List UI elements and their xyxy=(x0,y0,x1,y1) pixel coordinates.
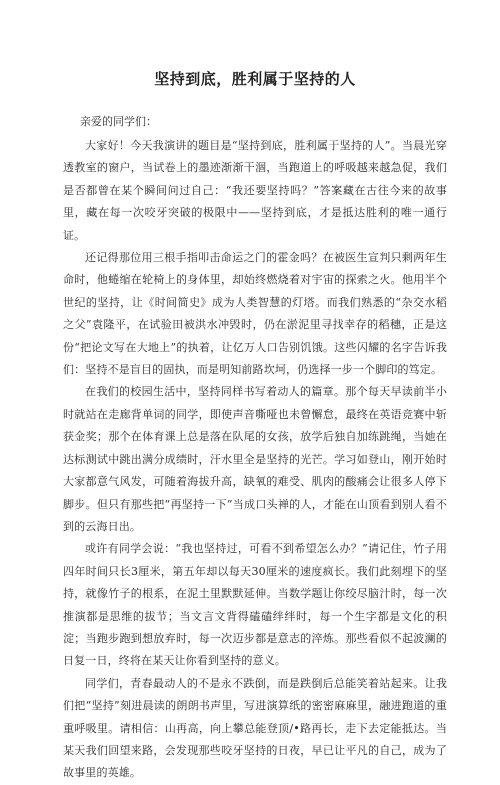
paragraph-5: 同学们，青春最动人的不是永不跌倒，而是跌倒后总能笑着站起来。让我们把“坚持”刻进晨读的朗朗书声里，写进演算纸的密密麻麻里，融进跑道的重重呼吸里。请相信：山再高，向上攀总能登顶/•路再长，走下去定能抵达。当某天我们回望来路，会发现那些咬牙坚持的日夜，早已让平凡的自己，成为了故事里的英雄。 xyxy=(63,676,447,780)
salutation: 亲爱的同学们： xyxy=(80,115,157,128)
paragraph-4: 或许有同学会说：“我也坚持过，可看不到希望怎么办？”请记住，竹子用四年时间只长3厘米，第五年却以每天30厘米的速度疯长。我们此刻埋下的坚持，就像竹子的根系，在泥土里默默延伸。当数学题让你绞尽脑汁时，每一次推演都是思维的拔节；当文言文背得磕磕绊绊时，每一个生字都是文化的积淀；当跑步跑到想放弃时，每一次迈步都是意志的淬炼。那些看似不起波澜的日复一日，终将在某天让你看到坚持的意义。 xyxy=(63,542,447,668)
paragraph-3: 在我们的校园生活中，坚持同样书写着动人的篇章。那个每天早读前半小时就站在走廊背单词的同学，即使声音嘶哑也未曾懈怠，最终在英语竞赛中斩获金奖；那个在体育课上总是落在队尾的女孩，放学后独自加练跳绳，当她在达标测试中跳出满分成绩时，汗水里全是坚持的光芒。学习如登山，刚开始时大家都意气风发，可随着海拔升高，缺氧的难受、肌肉的酸痛会让很多人停下脚步。但只有那些把“再坚持一下”当成口头禅的人，才能在山顶看到别人看不到的云海日出。 xyxy=(63,385,447,533)
paragraph-1: 大家好！今天我演讲的题目是“坚持到底，胜利属于坚持的人”。当晨光穿透教室的窗户，当试卷上的墨迹渐渐干涸，当跑道上的呼吸越来越急促，我们是否都曾在某个瞬间问过自己：“我还要坚持吗？”答案藏在古往今来的故事里，藏在每一次咬牙突破的极限中——坚持到底，才是抵达胜利的唯一通行证。 xyxy=(63,139,447,242)
paragraph-2: 还记得那位用三根手指叩击命运之门的霍金吗？在被医生宣判只剩两年生命时，他蜷缩在轮椅上的身体里，却始终燃烧着对宇宙的探索之火。他用半个世纪的坚持，让《时间简史》成为人类智慧的灯塔。而我们熟悉的“杂交水稻之父”袁隆平，在试验田被洪水冲毁时，仍在淤泥里寻找幸存的稻穗，正是这份“把论文写在大地上”的执着，让亿万人口告别饥饿。这些闪耀的名字告诉我们：坚持不是盲目的固执，而是明知前路坎坷，仍选择一步一个脚印的笃定。 xyxy=(63,251,447,377)
document-title: 坚持到底，胜利属于坚持的人 xyxy=(154,70,356,88)
